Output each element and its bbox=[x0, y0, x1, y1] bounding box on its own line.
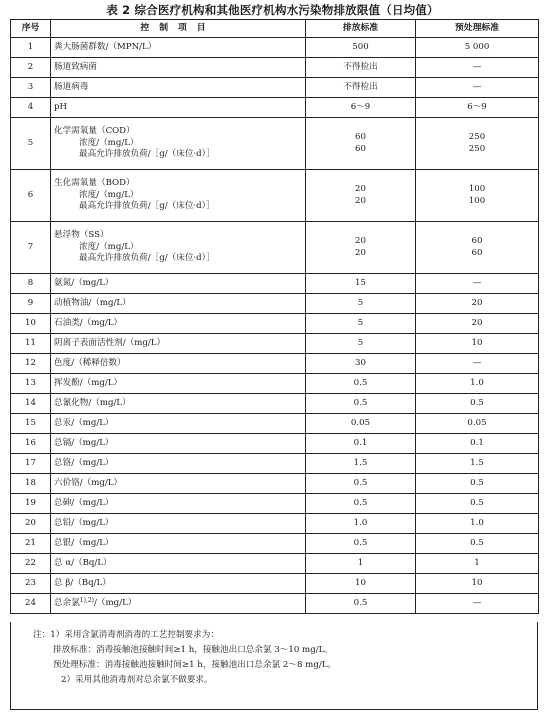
header-pretreatment-standard: 预处理标准 bbox=[416, 20, 539, 38]
row-no: 16 bbox=[11, 434, 51, 454]
row-pretreatment-value: 0.5 bbox=[416, 494, 539, 514]
pretreatment-concentration-value: 250 bbox=[468, 132, 486, 142]
row-item: 总砷/（mg/L） bbox=[51, 494, 306, 514]
row-pretreatment-value: 20 bbox=[416, 314, 539, 334]
row-item: 总铬/（mg/L） bbox=[51, 454, 306, 474]
table-row-multi bbox=[11, 170, 539, 222]
row-pretreatment-value: 0.5 bbox=[416, 534, 539, 554]
row-item: 肠道致病菌 bbox=[51, 58, 306, 78]
header-no: 序号 bbox=[11, 20, 51, 38]
note-1-pretreatment: 预处理标准：消毒接触池接触时间≥1 h，接触池出口总余氯 2～8 mg/L。 bbox=[53, 660, 337, 670]
table-row bbox=[11, 574, 539, 594]
row-emission-value: 0.5 bbox=[306, 594, 416, 614]
row-item-sub-load: 最高允许排放负荷/［g/（床位·d）］ bbox=[79, 201, 215, 212]
row-pretreatment-value: 20 bbox=[416, 294, 539, 314]
row-pretreatment-value: 6～9 bbox=[416, 98, 539, 118]
row-pretreatment-value: 1.5 bbox=[416, 454, 539, 474]
standards-table bbox=[10, 19, 539, 614]
note-1: 注：1）采用含氯消毒剂消毒的工艺控制要求为： bbox=[33, 630, 219, 640]
row-item-main: 化学需氧量（COD） bbox=[54, 126, 135, 137]
row-emission-value bbox=[306, 118, 416, 170]
row-emission-value: 10 bbox=[306, 574, 416, 594]
table-row bbox=[11, 38, 539, 58]
row-no: 14 bbox=[11, 394, 51, 414]
row-emission-value: 0.5 bbox=[306, 394, 416, 414]
row-item-sub-concentration: 浓度/（mg/L） bbox=[79, 241, 139, 252]
row-emission-value: 0.1 bbox=[306, 434, 416, 454]
row-item-main: 总余氯 bbox=[54, 598, 80, 608]
table-row bbox=[11, 78, 539, 98]
note-1-emission: 排放标准：消毒接触池接触时间≥1 h，接触池出口总余氯 3～10 mg/L。 bbox=[53, 645, 333, 655]
row-emission-value: 0.05 bbox=[306, 414, 416, 434]
row-pretreatment-value: 0.5 bbox=[416, 394, 539, 414]
row-emission-value: 1 bbox=[306, 554, 416, 574]
row-pretreatment-value bbox=[416, 118, 539, 170]
row-item-main: 悬浮物（SS） bbox=[54, 230, 109, 241]
pretreatment-load-value: 250 bbox=[468, 143, 486, 154]
emission-concentration-value: 20 bbox=[355, 184, 366, 194]
footnote-ref: 1),2) bbox=[79, 597, 95, 604]
row-item: 总铅/（mg/L） bbox=[51, 514, 306, 534]
table-row bbox=[11, 334, 539, 354]
row-item bbox=[51, 222, 306, 274]
row-item-unit: /（mg/L） bbox=[94, 598, 137, 608]
row-no: 5 bbox=[11, 118, 51, 170]
row-no: 22 bbox=[11, 554, 51, 574]
header-item: 控制项目 bbox=[51, 20, 306, 38]
row-item bbox=[51, 118, 306, 170]
table-row bbox=[11, 374, 539, 394]
row-no: 8 bbox=[11, 274, 51, 294]
row-emission-value: 5 bbox=[306, 314, 416, 334]
row-item: 六价铬/（mg/L） bbox=[51, 474, 306, 494]
row-pretreatment-value: — bbox=[416, 594, 539, 614]
row-no: 21 bbox=[11, 534, 51, 554]
row-emission-value bbox=[306, 170, 416, 222]
row-no: 9 bbox=[11, 294, 51, 314]
row-pretreatment-value: 10 bbox=[416, 334, 539, 354]
row-item: 肠道病毒 bbox=[51, 78, 306, 98]
row-no: 18 bbox=[11, 474, 51, 494]
table-row-multi bbox=[11, 222, 539, 274]
row-pretreatment-value: — bbox=[416, 354, 539, 374]
row-item: pH bbox=[51, 98, 306, 118]
pretreatment-concentration-value: 60 bbox=[471, 236, 483, 246]
table-row bbox=[11, 98, 539, 118]
row-pretreatment-value: — bbox=[416, 274, 539, 294]
pretreatment-concentration-value: 100 bbox=[468, 184, 486, 194]
table-row bbox=[11, 294, 539, 314]
table-row bbox=[11, 554, 539, 574]
row-item-main: 生化需氧量（BOD） bbox=[54, 178, 135, 189]
table-row bbox=[11, 434, 539, 454]
row-emission-value bbox=[306, 222, 416, 274]
row-no: 15 bbox=[11, 414, 51, 434]
row-item: 挥发酚/（mg/L） bbox=[51, 374, 306, 394]
table-row bbox=[11, 454, 539, 474]
row-item: 总银/（mg/L） bbox=[51, 534, 306, 554]
emission-concentration-value: 20 bbox=[355, 236, 366, 246]
row-item: 动植物油/（mg/L） bbox=[51, 294, 306, 314]
row-no: 10 bbox=[11, 314, 51, 334]
emission-load-value: 60 bbox=[355, 143, 366, 154]
row-pretreatment-value: 10 bbox=[416, 574, 539, 594]
row-pretreatment-value bbox=[416, 222, 539, 274]
row-pretreatment-value: 5 000 bbox=[416, 38, 539, 58]
row-pretreatment-value: 0.1 bbox=[416, 434, 539, 454]
row-no: 4 bbox=[11, 98, 51, 118]
row-pretreatment-value: 1.0 bbox=[416, 514, 539, 534]
row-emission-value: 不得检出 bbox=[306, 78, 416, 98]
row-item: 总汞/（mg/L） bbox=[51, 414, 306, 434]
row-pretreatment-value: 0.5 bbox=[416, 474, 539, 494]
row-item-sub-load: 最高允许排放负荷/［g/（床位·d）］ bbox=[79, 149, 215, 160]
row-item: 总镉/（mg/L） bbox=[51, 434, 306, 454]
table-notes bbox=[10, 622, 538, 710]
table-row bbox=[11, 494, 539, 514]
pretreatment-load-value: 60 bbox=[471, 247, 483, 258]
table-row bbox=[11, 594, 539, 614]
table-row bbox=[11, 314, 539, 334]
table-row bbox=[11, 534, 539, 554]
table-row bbox=[11, 474, 539, 494]
row-item: 总 α/（Bq/L） bbox=[51, 554, 306, 574]
row-emission-value: 5 bbox=[306, 334, 416, 354]
row-no: 11 bbox=[11, 334, 51, 354]
row-no: 1 bbox=[11, 38, 51, 58]
row-pretreatment-value: 1 bbox=[416, 554, 539, 574]
row-item: 氨氮/（mg/L） bbox=[51, 274, 306, 294]
row-no: 23 bbox=[11, 574, 51, 594]
table-title: 表 2 综合医疗机构和其他医疗机构水污染物排放限值（日均值） bbox=[106, 3, 439, 17]
note-2: 2）采用其他消毒剂对总余氯不做要求。 bbox=[61, 675, 213, 685]
row-emission-value: 5 bbox=[306, 294, 416, 314]
row-item-sub-concentration: 浓度/（mg/L） bbox=[79, 189, 139, 200]
row-item-sub-concentration: 浓度/（mg/L） bbox=[79, 137, 139, 148]
row-no: 12 bbox=[11, 354, 51, 374]
table-row bbox=[11, 414, 539, 434]
row-emission-value: 15 bbox=[306, 274, 416, 294]
row-pretreatment-value: 0.05 bbox=[416, 414, 539, 434]
emission-load-value: 20 bbox=[355, 247, 366, 258]
row-item: 色度/（稀释倍数） bbox=[51, 354, 306, 374]
row-item: 阴离子表面活性剂/（mg/L） bbox=[51, 334, 306, 354]
row-no: 17 bbox=[11, 454, 51, 474]
table-row bbox=[11, 514, 539, 534]
row-emission-value: 0.5 bbox=[306, 374, 416, 394]
row-pretreatment-value: 1.0 bbox=[416, 374, 539, 394]
row-emission-value: 500 bbox=[306, 38, 416, 58]
row-item: 石油类/（mg/L） bbox=[51, 314, 306, 334]
emission-load-value: 20 bbox=[355, 195, 366, 206]
row-no: 13 bbox=[11, 374, 51, 394]
table-row bbox=[11, 354, 539, 374]
header-emission-standard: 排放标准 bbox=[306, 20, 416, 38]
row-no: 19 bbox=[11, 494, 51, 514]
row-no: 7 bbox=[11, 222, 51, 274]
row-pretreatment-value: — bbox=[416, 58, 539, 78]
header-row bbox=[11, 20, 539, 38]
pretreatment-load-value: 100 bbox=[468, 195, 486, 206]
emission-concentration-value: 60 bbox=[355, 132, 366, 142]
row-item: 粪大肠菌群数/（MPN/L） bbox=[51, 38, 306, 58]
table-row-multi bbox=[11, 118, 539, 170]
row-pretreatment-value bbox=[416, 170, 539, 222]
row-no: 24 bbox=[11, 594, 51, 614]
row-pretreatment-value: — bbox=[416, 78, 539, 98]
row-item bbox=[51, 594, 306, 614]
row-emission-value: 1.5 bbox=[306, 454, 416, 474]
row-item-sub-load: 最高允许排放负荷/［g/（床位·d）］ bbox=[79, 253, 215, 264]
row-emission-value: 0.5 bbox=[306, 474, 416, 494]
row-no: 3 bbox=[11, 78, 51, 98]
row-item: 总氰化物/（mg/L） bbox=[51, 394, 306, 414]
row-item bbox=[51, 170, 306, 222]
row-item: 总 β/（Bq/L） bbox=[51, 574, 306, 594]
row-emission-value: 0.5 bbox=[306, 534, 416, 554]
table-row bbox=[11, 274, 539, 294]
row-emission-value: 30 bbox=[306, 354, 416, 374]
row-no: 6 bbox=[11, 170, 51, 222]
table-row bbox=[11, 394, 539, 414]
row-no: 2 bbox=[11, 58, 51, 78]
row-emission-value: 1.0 bbox=[306, 514, 416, 534]
row-no: 20 bbox=[11, 514, 51, 534]
row-emission-value: 6～9 bbox=[306, 98, 416, 118]
table-row bbox=[11, 58, 539, 78]
row-emission-value: 不得检出 bbox=[306, 58, 416, 78]
row-emission-value: 0.5 bbox=[306, 494, 416, 514]
